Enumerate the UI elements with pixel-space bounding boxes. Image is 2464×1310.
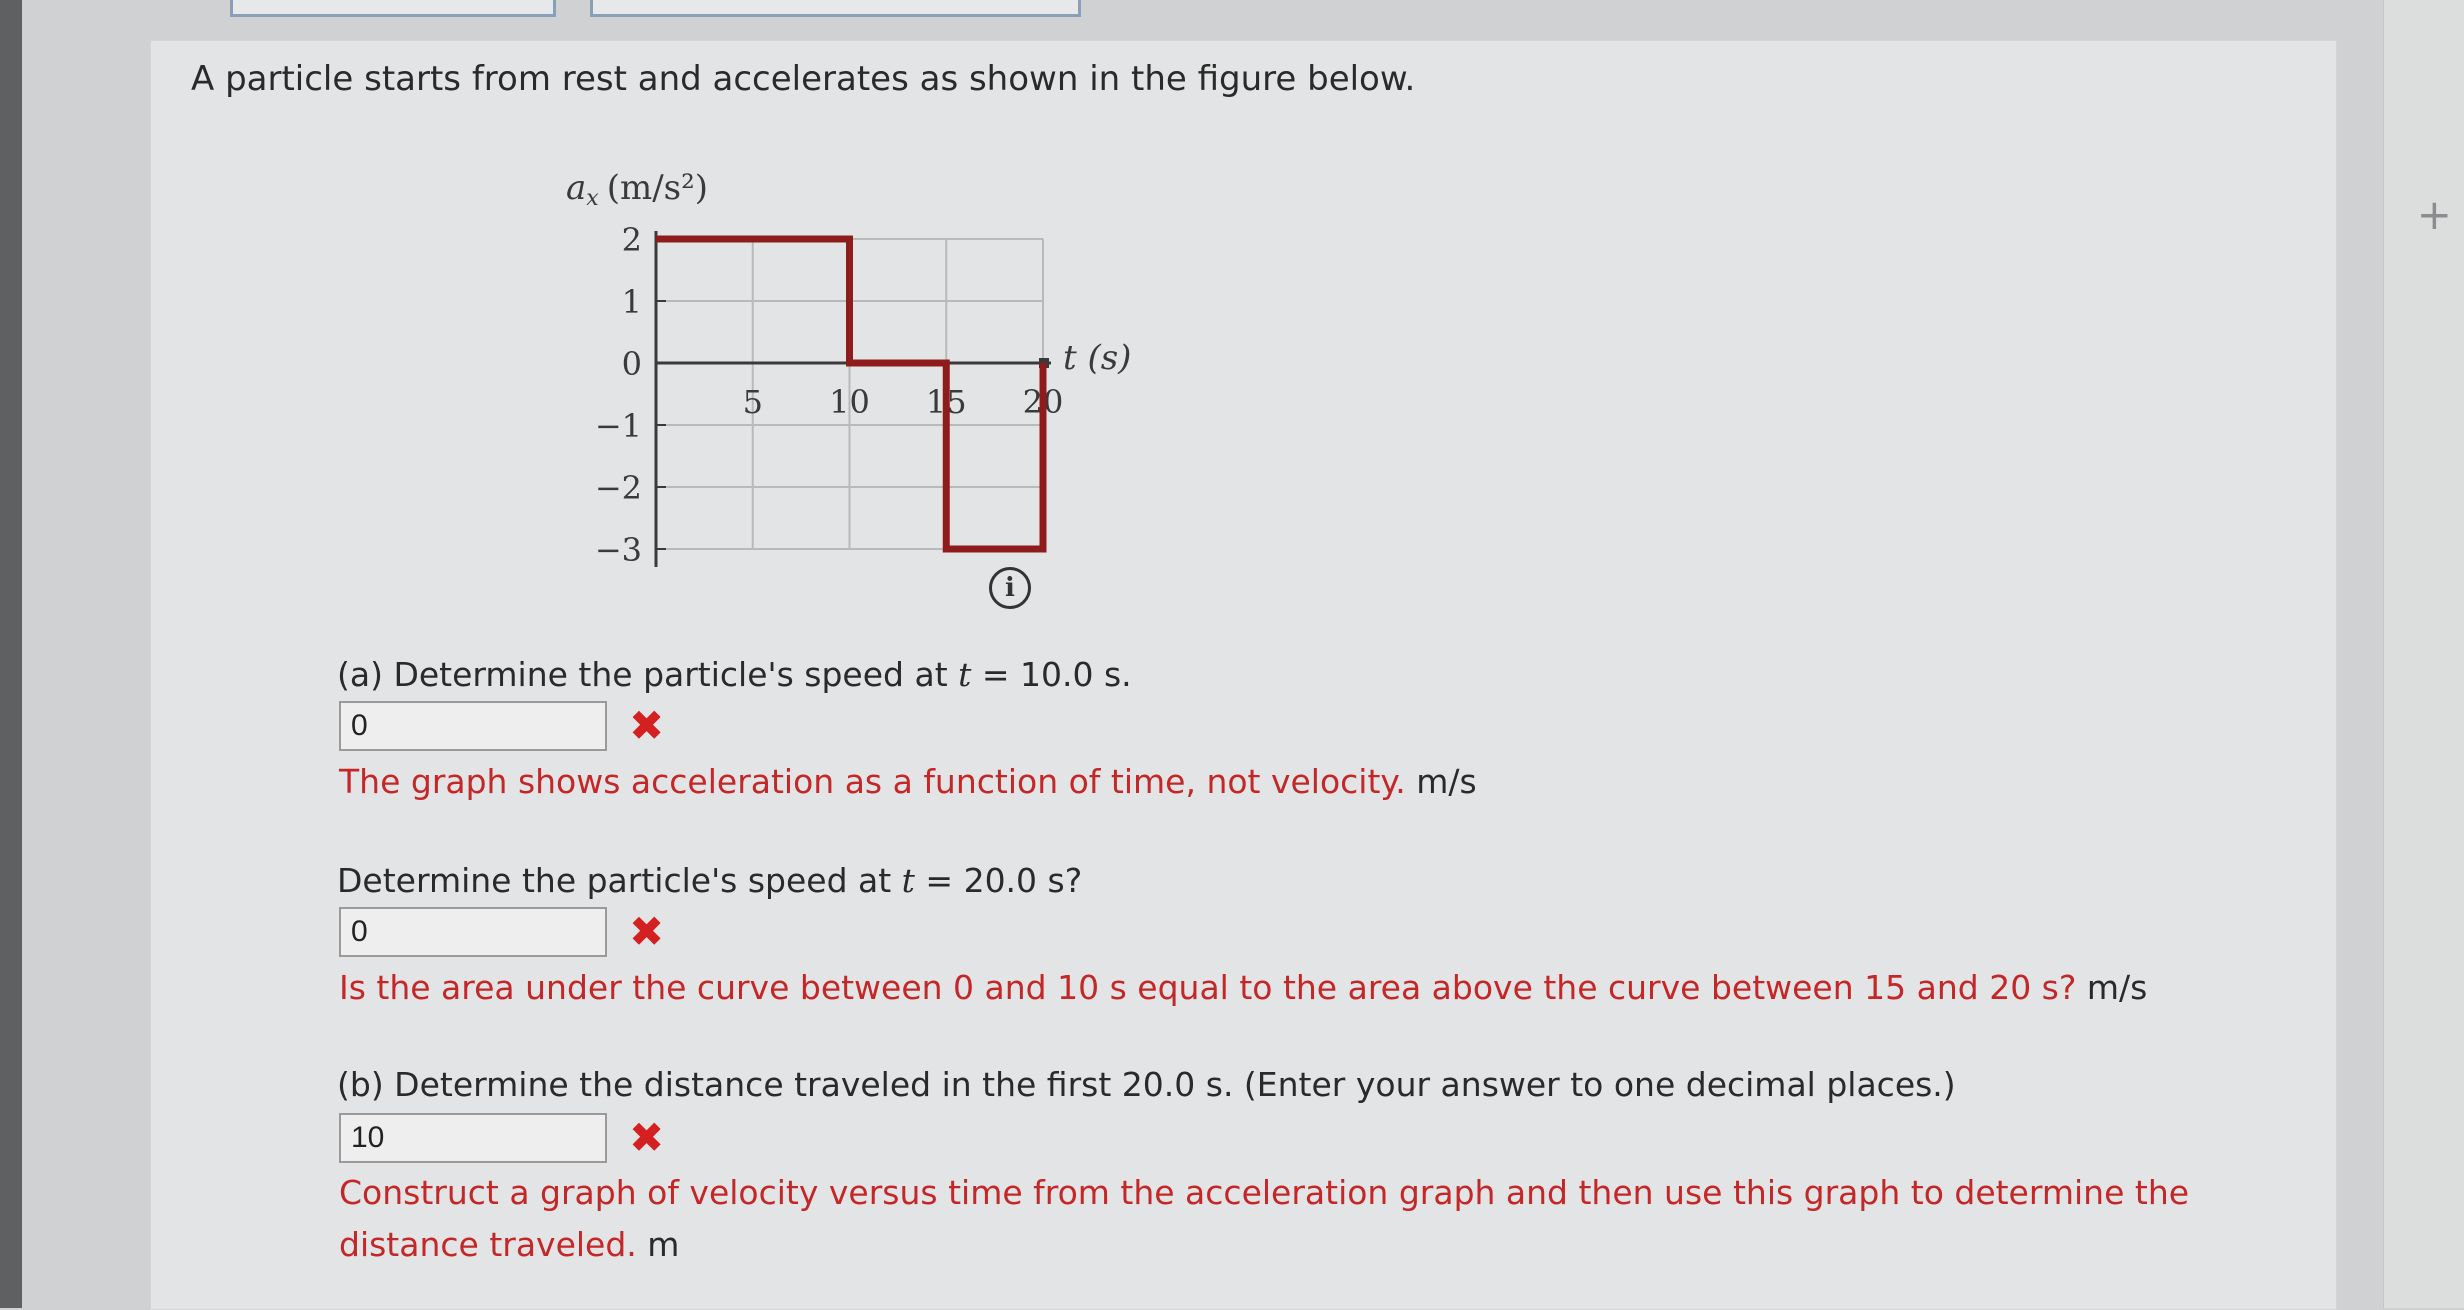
part-a2-eq: = 20.0 s? [914, 861, 1083, 900]
part-a2-wrong-icon: ✖ [629, 907, 665, 956]
y-tick-label: −1 [594, 407, 642, 445]
part-a-feedback-text: The graph shows acceleration as a function of time, not velocity. [339, 762, 1406, 801]
part-b-feedback-line2 [339, 1219, 2189, 1271]
part-b-answer-field[interactable]: 10 [339, 1113, 607, 1163]
part-b-feedback-line2-text: distance traveled. [339, 1225, 637, 1264]
y-axis-var: a [566, 168, 587, 208]
part-a2-question [337, 861, 1082, 900]
part-a-label: (a) Determine the particle's speed at [337, 655, 959, 694]
x-tick-label: 10 [829, 383, 870, 421]
part-b-wrong-icon: ✖ [629, 1113, 665, 1162]
x-tick-label: 15 [925, 383, 967, 421]
right-side-panel [2383, 0, 2464, 1308]
part-a2-var: t [901, 861, 915, 900]
acceleration-graph [381, 129, 1181, 649]
y-axis-label [566, 168, 708, 211]
part-a-var: t [958, 655, 972, 694]
y-tick-label: −3 [594, 531, 642, 569]
y-axis-units: (m/s²) [606, 168, 709, 208]
part-a-question [337, 655, 1132, 694]
part-a-wrong-icon: ✖ [629, 701, 665, 750]
y-tick-label: −2 [594, 469, 642, 507]
top-tab-left[interactable] [230, 0, 556, 17]
y-tick-label: 0 [621, 345, 642, 383]
y-tick-label: 2 [621, 221, 642, 259]
part-a-unit: m/s [1416, 762, 1477, 801]
x-tick-label: 20 [1022, 383, 1064, 421]
top-tab-right[interactable] [590, 0, 1081, 17]
left-window-edge [0, 0, 22, 1308]
y-axis-sub: x [586, 186, 599, 211]
part-b-feedback [339, 1167, 2189, 1271]
part-b-feedback-line1: Construct a graph of velocity versus time from the acceleration graph and then use this graph to determine the [339, 1173, 2190, 1212]
part-a-eq: = 10.0 s. [971, 655, 1132, 694]
part-a2-answer-field[interactable]: 0 [339, 907, 607, 957]
question-sheet [150, 40, 2337, 1310]
add-icon[interactable]: + [2416, 190, 2452, 239]
part-a2-feedback [339, 962, 2147, 1014]
part-a2-feedback-text: Is the area under the curve between 0 and 10 s equal to the area above the curve between 15 and 20 s? [339, 968, 2077, 1007]
part-b-unit: m [647, 1225, 680, 1264]
x-axis-label: t (s) [1063, 338, 1132, 378]
info-icon[interactable]: i [989, 567, 1031, 609]
y-tick-label: 1 [621, 283, 642, 321]
part-a2-unit: m/s [2086, 968, 2148, 1007]
part-a2-label: Determine the particle's speed at [337, 861, 902, 900]
part-a-answer-field[interactable]: 0 [339, 701, 607, 751]
part-a-feedback [339, 756, 1477, 808]
x-tick-label: 5 [742, 383, 763, 421]
problem-intro: A particle starts from rest and accelerates as shown in the figure below. [191, 59, 1416, 99]
part-b-question: (b) Determine the distance traveled in the first 20.0 s. (Enter your answer to one decimal places.) [337, 1065, 1956, 1104]
